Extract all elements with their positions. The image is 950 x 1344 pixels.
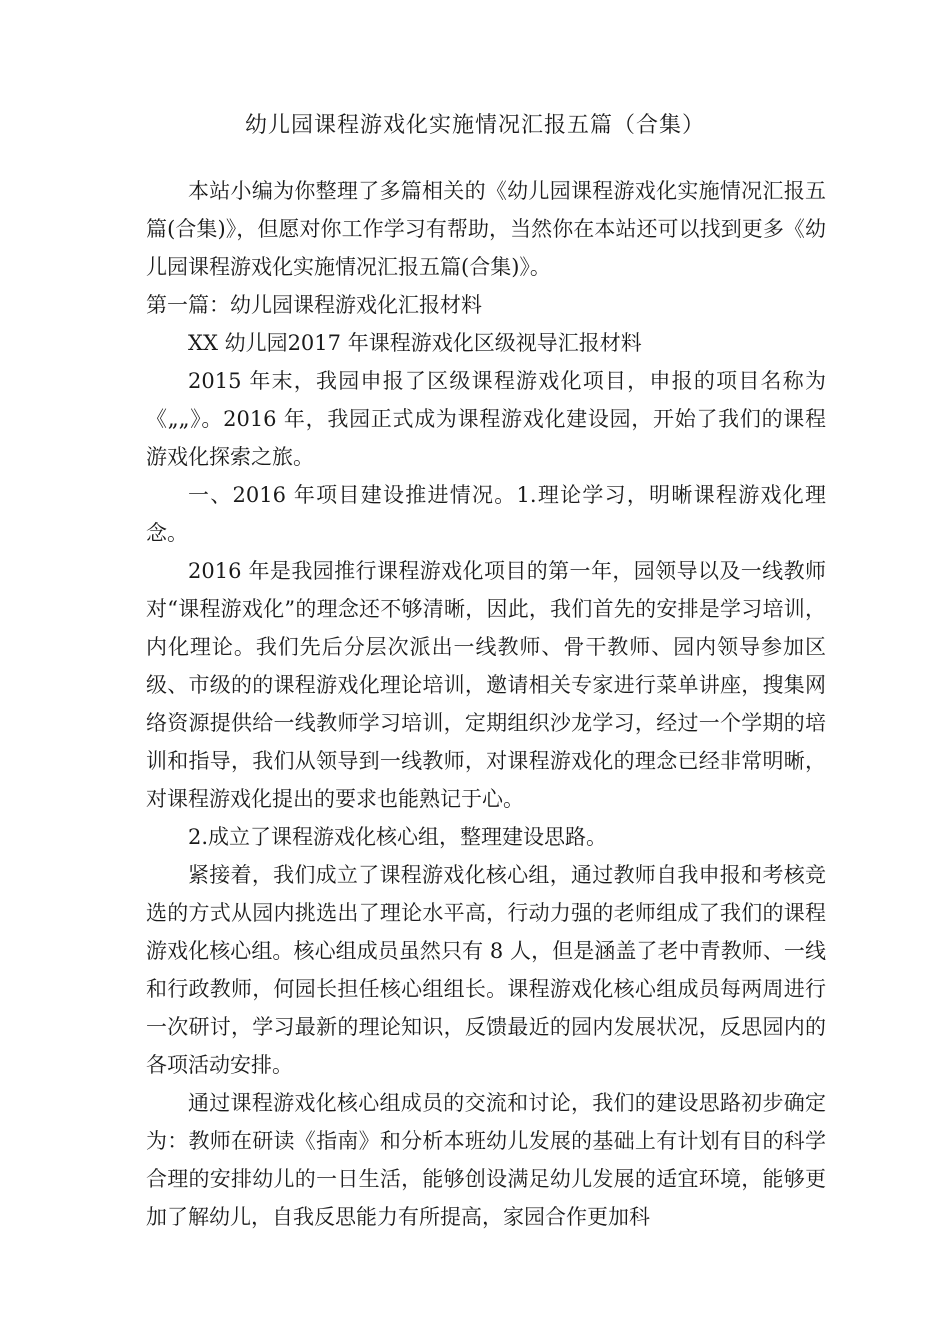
paragraph: 紧接着，我们成立了课程游戏化核心组，通过教师自我申报和考核竞选的方式从园内挑选出了理论水平高，行动力强的老师组成了我们的课程游戏化核心组。核心组成员虽然只有 8 人，但是涵盖了老中青教师、一线和行政教师，何园长担任核心组组长。课程游戏化核心组成员每两周进行一次研讨，学习最新的理论知识，反馈最近的园内发展状况，反思园内的各项活动安排。: [146, 863, 826, 1077]
paragraph: 2016 年是我园推行课程游戏化项目的第一年，园领导以及一线教师对“课程游戏化”的理念还不够清晰，因此，我们首先的安排是学习培训，内化理论。我们先后分层次派出一线教师、骨干教师、园内领导参加区级、市级的的课程游戏化理论培训，邀请相关专家进行菜单讲座，搜集网络资源提供给一线教师学习培训，定期组织沙龙学习，经过一个学期的培训和指导，我们从领导到一线教师，对课程游戏化的理念已经非常明晰，对课程游戏化提出的要求也能熟记于心。: [146, 559, 826, 811]
document-title: 幼儿园课程游戏化实施情况汇报五篇（合集）: [244, 113, 705, 138]
paragraph: 本站小编为你整理了多篇相关的《幼儿园课程游戏化实施情况汇报五篇(合集)》，但愿对你工作学习有帮助，当然你在本站还可以找到更多《幼儿园课程游戏化实施情况汇报五篇(合集)》。: [146, 179, 826, 279]
paragraph: 第一篇：幼儿园课程游戏化汇报材料: [146, 293, 482, 317]
paragraph: XX 幼儿园2017 年课程游戏化区级视导汇报材料: [188, 331, 642, 355]
paragraph: 2015 年末，我园申报了区级课程游戏化项目，申报的项目名称为《„„》。2016 年，我园正式成为课程游戏化建设园，开始了我们的课程游戏化探索之旅。: [146, 369, 826, 469]
document-body: [146, 172, 826, 1236]
paragraph: 2.成立了课程游戏化核心组，整理建设思路。: [188, 825, 608, 849]
paragraph: 通过课程游戏化核心组成员的交流和讨论，我们的建设思路初步确定为：教师在研读《指南》和分析本班幼儿发展的基础上有计划有目的科学合理的安排幼儿的一日生活，能够创设满足幼儿发展的适宜环境，能够更加了解幼儿，自我反思能力有所提高，家园合作更加科: [146, 1091, 826, 1229]
paragraph: 一、2016 年项目建设推进情况。1.理论学习，明晰课程游戏化理念。: [146, 483, 826, 545]
